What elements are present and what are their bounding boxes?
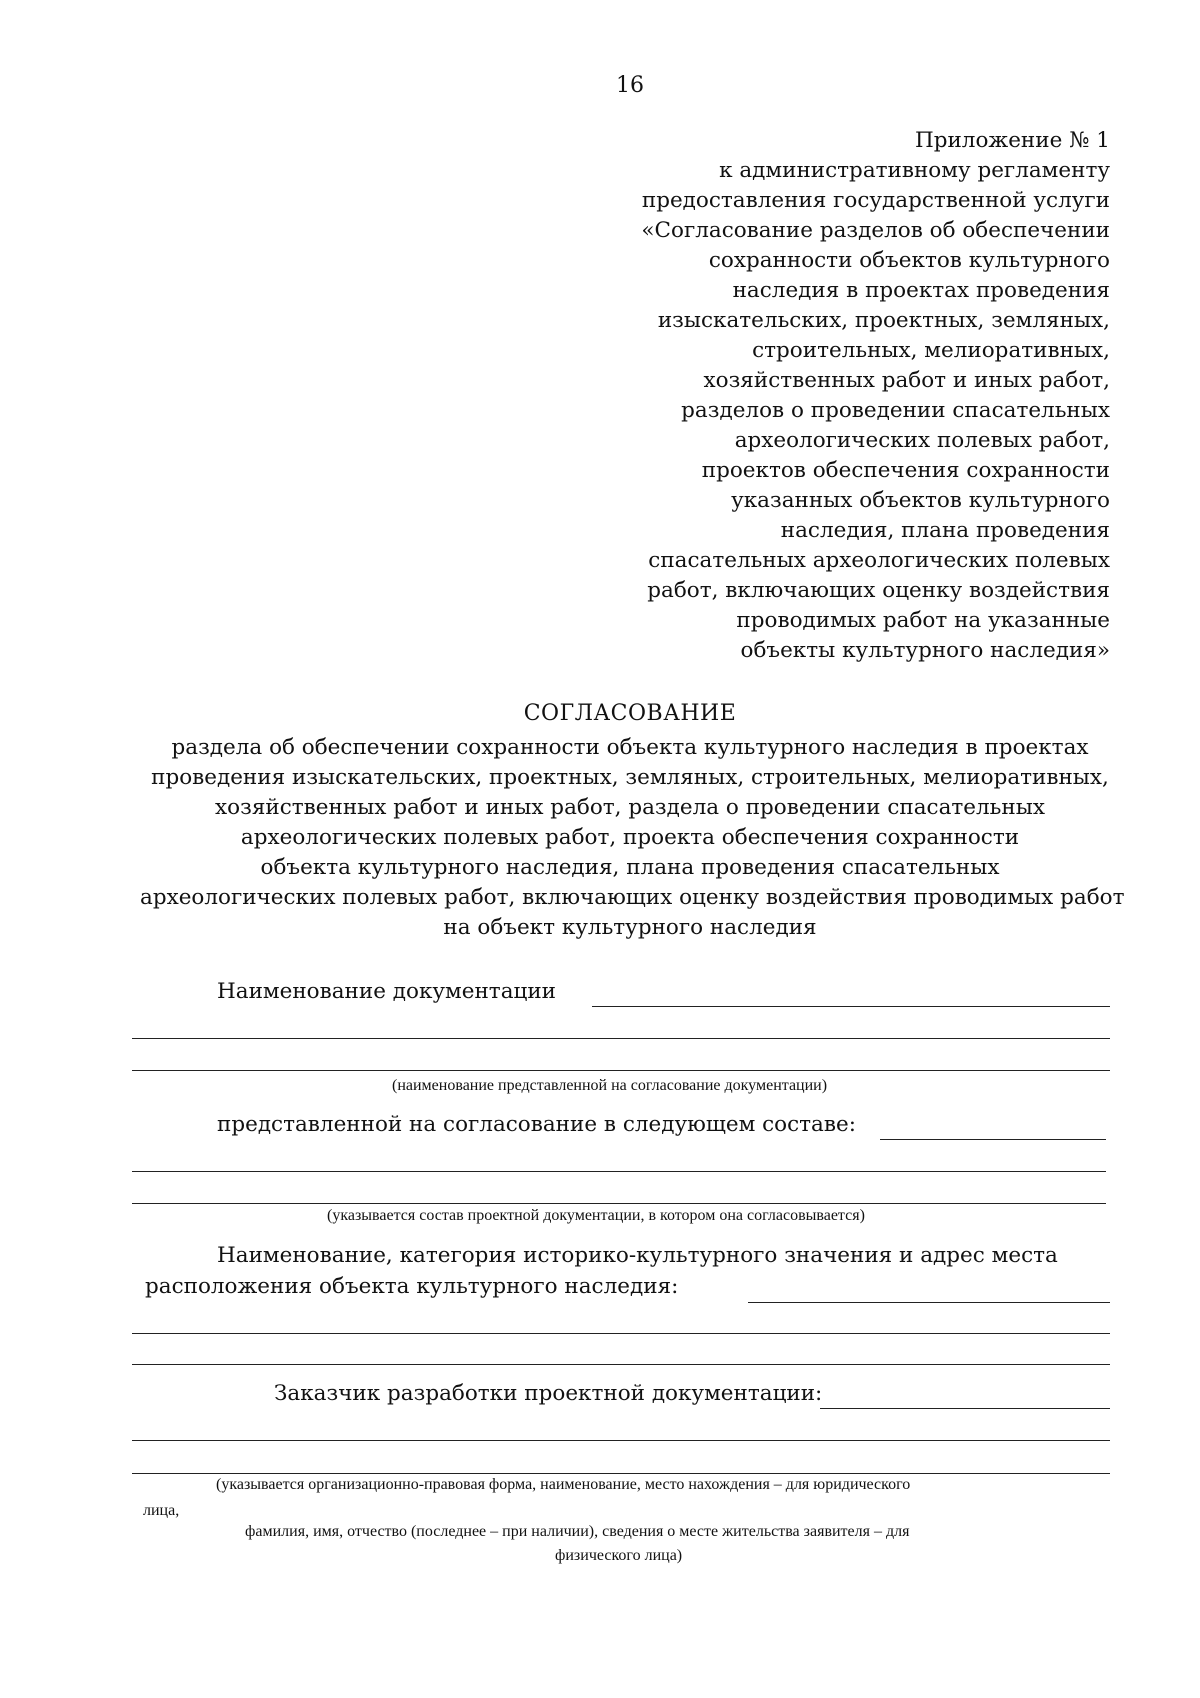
customer-field-line-2[interactable]	[132, 1440, 1110, 1441]
appendix-line: «Согласование разделов об обеспечении	[641, 218, 1110, 243]
appendix-line: объекты культурного наследия»	[740, 638, 1110, 663]
composition-field[interactable]	[880, 1139, 1106, 1140]
subtitle-line: раздела об обеспечении сохранности объекта культурного наследия в проектах	[171, 735, 1089, 760]
appendix-line: проектов обеспечения сохранности	[701, 458, 1110, 483]
appendix-line: проводимых работ на указанные	[736, 608, 1110, 633]
appendix-line: указанных объектов культурного	[731, 488, 1110, 513]
object-field-line-3[interactable]	[132, 1364, 1110, 1365]
appendix-line: хозяйственных работ и иных работ,	[703, 368, 1110, 393]
documentation-name-field-line-3[interactable]	[132, 1070, 1110, 1071]
composition-hint: (указывается состав проектной документации, в котором она согласовывается)	[327, 1207, 865, 1224]
object-label-line-1: Наименование, категория историко-культурного значения и адрес места	[217, 1243, 1058, 1268]
customer-label: Заказчик разработки проектной документации:	[274, 1381, 823, 1406]
appendix-line: Приложение № 1	[914, 128, 1110, 153]
document-subtitle	[140, 733, 1125, 943]
appendix-line: изыскательских, проектных, земляных,	[657, 308, 1110, 333]
subtitle-line: проведения изыскательских, проектных, земляных, строительных, мелиоративных,	[151, 765, 1109, 790]
subtitle-line: на объект культурного наследия	[443, 915, 817, 940]
subtitle-line: археологических полевых работ, включающих оценку воздействия проводимых работ	[140, 885, 1125, 910]
appendix-line: наследия, плана проведения	[780, 518, 1110, 543]
subtitle-line: археологических полевых работ, проекта обеспечения сохранности	[240, 825, 1020, 850]
customer-hint-line-4: физического лица)	[555, 1547, 683, 1564]
subtitle-line: объекта культурного наследия, плана проведения спасательных	[260, 855, 1000, 880]
composition-field-line-3[interactable]	[132, 1203, 1106, 1204]
customer-field[interactable]	[820, 1408, 1110, 1409]
appendix-line: разделов о проведении спасательных	[681, 398, 1110, 423]
appendix-line: предоставления государственной услуги	[641, 188, 1110, 213]
customer-field-line-3[interactable]	[132, 1473, 1110, 1474]
customer-hint-line-2: лица,	[143, 1502, 180, 1519]
appendix-line: сохранности объектов культурного	[708, 248, 1110, 273]
page-number: 16	[616, 73, 644, 98]
appendix-line: строительных, мелиоративных,	[752, 338, 1110, 363]
appendix-line: работ, включающих оценку воздействия	[647, 578, 1110, 603]
documentation-name-field[interactable]	[592, 1006, 1110, 1007]
appendix-line: археологических полевых работ,	[734, 428, 1110, 453]
documentation-name-hint: (наименование представленной на согласование документации)	[392, 1077, 828, 1094]
customer-hint-line-3: фамилия, имя, отчество (последнее – при наличии), сведения о месте жительства заявителя – для	[245, 1523, 910, 1540]
object-field[interactable]	[748, 1302, 1110, 1303]
document-title: СОГЛАСОВАНИЕ	[523, 701, 737, 726]
customer-hint-line-1: (указывается организационно-правовая форма, наименование, место нахождения – для юридического	[216, 1476, 911, 1493]
composition-field-line-2[interactable]	[132, 1171, 1106, 1172]
appendix-line: к административному регламенту	[719, 158, 1110, 183]
composition-label: представленной на согласование в следующем составе:	[217, 1112, 856, 1137]
object-label-line-2: расположения объекта культурного наследия:	[145, 1274, 679, 1299]
documentation-name-field-line-2[interactable]	[132, 1038, 1110, 1039]
object-field-line-2[interactable]	[132, 1333, 1110, 1334]
subtitle-line: хозяйственных работ и иных работ, раздела о проведении спасательных	[215, 795, 1045, 820]
appendix-header	[590, 126, 1110, 666]
appendix-line: наследия в проектах проведения	[732, 278, 1110, 303]
documentation-name-label: Наименование документации	[217, 979, 557, 1004]
appendix-line: спасательных археологических полевых	[648, 548, 1110, 573]
